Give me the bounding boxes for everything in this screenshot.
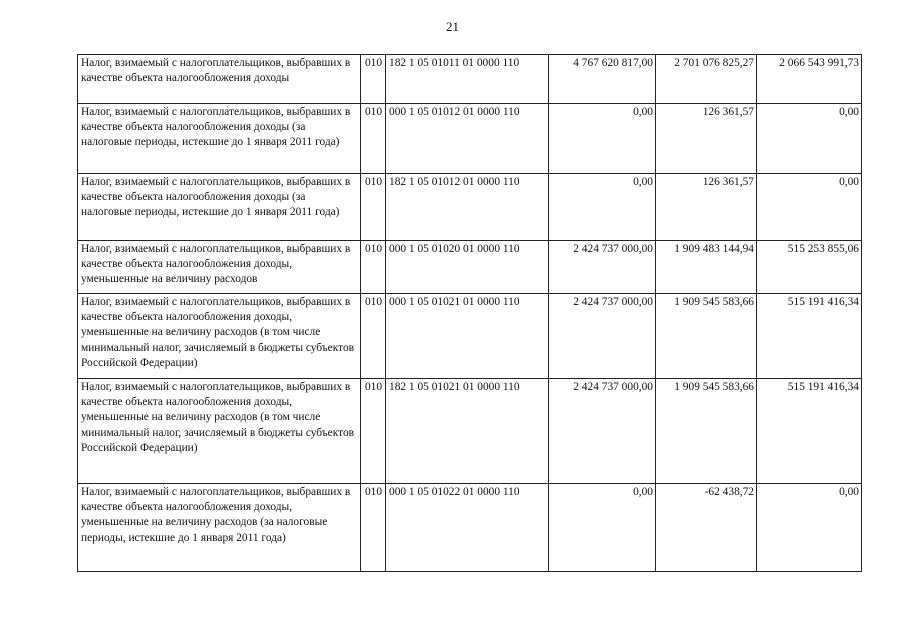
line-code: 010 bbox=[361, 294, 386, 379]
executed-amount: 126 361,57 bbox=[656, 174, 757, 241]
indicator-name: Налог, взимаемый с налогоплательщиков, выбравших в качестве объекта налогообложения доходы (за налоговые периоды, истекшие до 1 января 2011 года) bbox=[78, 104, 361, 174]
indicator-name: Налог, взимаемый с налогоплательщиков, выбравших в качестве объекта налогообложения доходы (за налоговые периоды, истекшие до 1 января 2011 года) bbox=[78, 174, 361, 241]
budget-classification-code: 000 1 05 01022 01 0000 110 bbox=[386, 484, 549, 572]
unexecuted-amount: 0,00 bbox=[757, 484, 862, 572]
approved-amount: 4 767 620 817,00 bbox=[549, 55, 656, 104]
budget-classification-code: 000 1 05 01012 01 0000 110 bbox=[386, 104, 549, 174]
table-row bbox=[78, 294, 862, 379]
indicator-name: Налог, взимаемый с налогоплательщиков, выбравших в качестве объекта налогообложения доходы, уменьшенные на величину расходов (в том числе минимальный налог, зачисляемый в бюджеты субъектов Российской Федерации) bbox=[78, 379, 361, 484]
line-code: 010 bbox=[361, 241, 386, 294]
unexecuted-amount: 515 191 416,34 bbox=[757, 294, 862, 379]
line-code: 010 bbox=[361, 379, 386, 484]
unexecuted-amount: 515 253 855,06 bbox=[757, 241, 862, 294]
indicator-name: Налог, взимаемый с налогоплательщиков, выбравших в качестве объекта налогообложения доходы bbox=[78, 55, 361, 104]
budget-classification-code: 000 1 05 01021 01 0000 110 bbox=[386, 294, 549, 379]
executed-amount: 1 909 545 583,66 bbox=[656, 379, 757, 484]
indicator-name: Налог, взимаемый с налогоплательщиков, выбравших в качестве объекта налогообложения доходы, уменьшенные на величину расходов (за налоговые периоды, истекшие до 1 января 2011 года) bbox=[78, 484, 361, 572]
executed-amount: -62 438,72 bbox=[656, 484, 757, 572]
executed-amount: 2 701 076 825,27 bbox=[656, 55, 757, 104]
table-row bbox=[78, 174, 862, 241]
budget-classification-code: 000 1 05 01020 01 0000 110 bbox=[386, 241, 549, 294]
executed-amount: 126 361,57 bbox=[656, 104, 757, 174]
approved-amount: 2 424 737 000,00 bbox=[549, 379, 656, 484]
budget-classification-code: 182 1 05 01012 01 0000 110 bbox=[386, 174, 549, 241]
unexecuted-amount: 0,00 bbox=[757, 174, 862, 241]
budget-execution-table bbox=[77, 54, 862, 572]
page-number: 21 bbox=[446, 19, 459, 34]
table-row bbox=[78, 484, 862, 572]
budget-classification-code: 182 1 05 01021 01 0000 110 bbox=[386, 379, 549, 484]
indicator-name: Налог, взимаемый с налогоплательщиков, выбравших в качестве объекта налогообложения доходы, уменьшенные на величину расходов (в том числе минимальный налог, зачисляемый в бюджеты субъектов Российской Федерации) bbox=[78, 294, 361, 379]
table-row bbox=[78, 241, 862, 294]
executed-amount: 1 909 483 144,94 bbox=[656, 241, 757, 294]
approved-amount: 0,00 bbox=[549, 104, 656, 174]
table-row bbox=[78, 55, 862, 104]
approved-amount: 0,00 bbox=[549, 484, 656, 572]
line-code: 010 bbox=[361, 174, 386, 241]
indicator-name: Налог, взимаемый с налогоплательщиков, выбравших в качестве объекта налогообложения доходы, уменьшенные на величину расходов bbox=[78, 241, 361, 294]
line-code: 010 bbox=[361, 484, 386, 572]
line-code: 010 bbox=[361, 104, 386, 174]
budget-classification-code: 182 1 05 01011 01 0000 110 bbox=[386, 55, 549, 104]
unexecuted-amount: 515 191 416,34 bbox=[757, 379, 862, 484]
table-row bbox=[78, 104, 862, 174]
unexecuted-amount: 2 066 543 991,73 bbox=[757, 55, 862, 104]
approved-amount: 0,00 bbox=[549, 174, 656, 241]
approved-amount: 2 424 737 000,00 bbox=[549, 241, 656, 294]
table-row bbox=[78, 379, 862, 484]
unexecuted-amount: 0,00 bbox=[757, 104, 862, 174]
line-code: 010 bbox=[361, 55, 386, 104]
executed-amount: 1 909 545 583,66 bbox=[656, 294, 757, 379]
approved-amount: 2 424 737 000,00 bbox=[549, 294, 656, 379]
